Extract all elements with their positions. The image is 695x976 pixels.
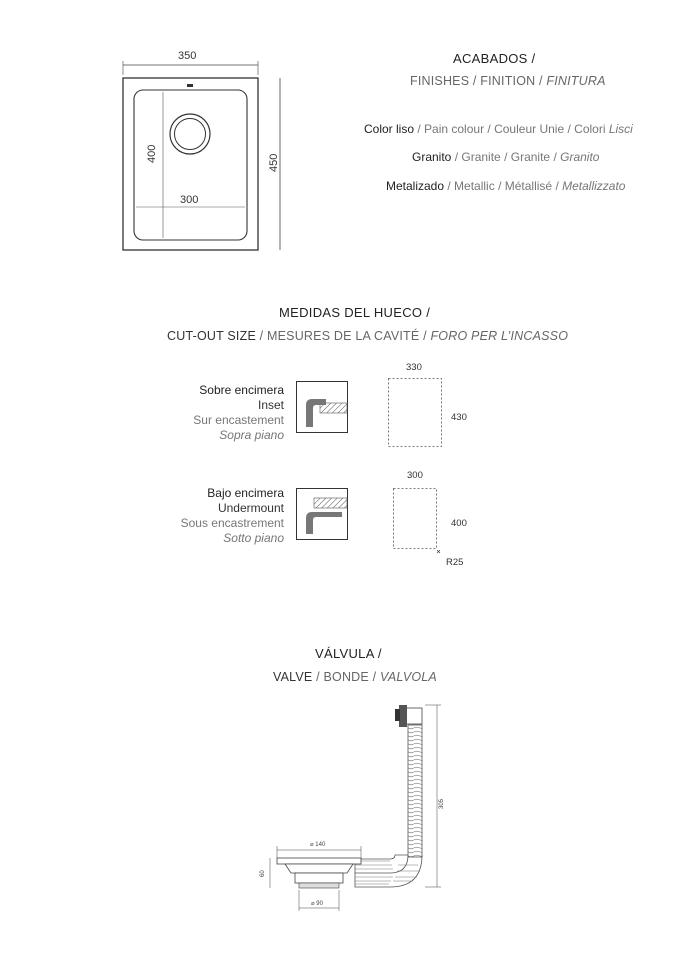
inset-width-label: 330 — [406, 362, 422, 373]
valve-subheading: VALVE / BONDE / VALVOLA — [273, 670, 437, 684]
inset-label: Sobre encimera Inset Sur encastement Sopra piano — [193, 383, 284, 442]
sink-plan-drawing — [0, 0, 300, 270]
inset-cutout-shape — [388, 378, 443, 448]
valve-heading: VÁLVULA / — [315, 646, 382, 661]
cutout-heading: MEDIDAS DEL HUECO / — [279, 305, 431, 320]
valve-diameter-bottom-label: ⌀ 90 — [311, 901, 323, 907]
inset-height-label: 430 — [451, 412, 467, 423]
inner-height-label: 400 — [146, 144, 158, 163]
undermount-label: Bajo encimera Undermount Sous encastrement Sotto piano — [180, 486, 284, 545]
inset-icon — [296, 381, 348, 433]
finish-item-plain: Color liso / Pain colour / Couleur Unie / Colori Lisci — [364, 122, 633, 136]
valve-drawing — [255, 695, 455, 920]
undermount-icon — [296, 488, 348, 540]
finish-item-granite: Granito / Granite / Granite / Granito — [412, 150, 600, 164]
undermount-height-label: 400 — [451, 518, 467, 529]
finish-item-metallic: Metalizado / Metallic / Métallisé / Metallizzato — [386, 179, 626, 193]
outer-width-label: 350 — [178, 50, 197, 62]
undermount-radius-label: R25 — [446, 557, 464, 568]
valve-length-label: 305 — [439, 798, 445, 809]
valve-height-label: 60 — [260, 870, 266, 877]
valve-diameter-top-label: ⌀ 140 — [310, 842, 326, 848]
finishes-heading: ACABADOS / — [453, 51, 536, 66]
finishes-subheading: FINISHES / FINITION / FINITURA — [410, 74, 606, 88]
undermount-width-label: 300 — [407, 470, 423, 481]
cutout-subheading: CUT-OUT SIZE / MESURES DE LA CAVITÉ / FORO PER L’INCASSO — [167, 329, 569, 343]
undermount-cutout-shape — [393, 488, 438, 551]
outer-height-label: 450 — [268, 153, 280, 172]
inner-width-label: 300 — [180, 194, 199, 206]
